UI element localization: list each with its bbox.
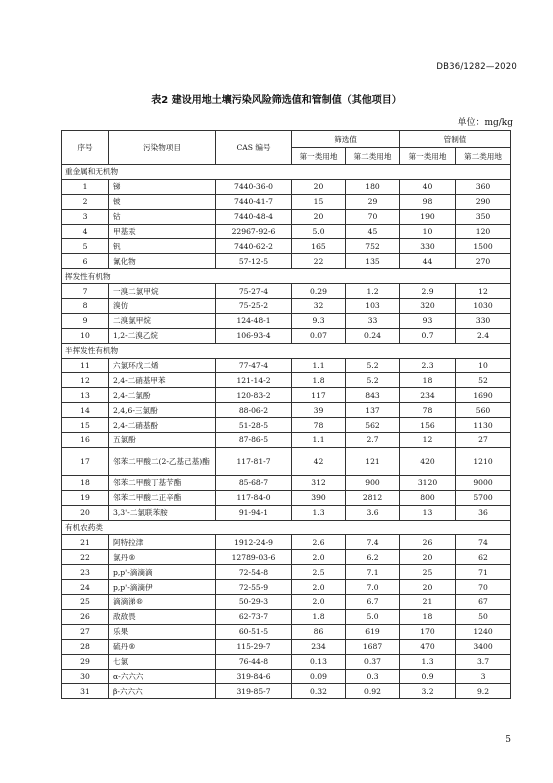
cell-no: 20 [62, 505, 109, 520]
cell-control-land1: 44 [400, 254, 456, 269]
cell-name: 七氯 [109, 654, 216, 669]
cell-control-land1: 10 [400, 224, 456, 239]
cell-control-land2: 52 [456, 373, 511, 388]
cell-cas: 121-14-2 [216, 373, 292, 388]
cell-name: 五氯酚 [109, 433, 216, 448]
table-row [62, 447, 511, 475]
table-row [62, 639, 511, 654]
cell-screening-land2: 70 [346, 209, 400, 224]
table-row [62, 224, 511, 239]
cell-name: 甲基汞 [109, 224, 216, 239]
cell-screening-land1: 1.8 [292, 373, 346, 388]
cell-control-land1: 12 [400, 433, 456, 448]
cell-control-land2: 1500 [456, 239, 511, 254]
table-row [62, 475, 511, 490]
cell-screening-land1: 0.13 [292, 654, 346, 669]
cell-control-land1: 2.3 [400, 358, 456, 373]
cell-name: 钒 [109, 239, 216, 254]
cell-no: 7 [62, 284, 109, 299]
cell-screening-land1: 2.0 [292, 550, 346, 565]
cell-screening-land2: 137 [346, 403, 400, 418]
cell-screening-land2: 1.2 [346, 284, 400, 299]
cell-screening-land1: 1.8 [292, 609, 346, 624]
cell-screening-land2: 619 [346, 624, 400, 639]
cell-control-land2: 2.4 [456, 328, 511, 343]
cell-control-land1: 20 [400, 550, 456, 565]
category-row [62, 165, 511, 180]
table-row [62, 609, 511, 624]
cell-name: 氯丹® [109, 550, 216, 565]
cell-cas: 60-51-5 [216, 624, 292, 639]
cell-control-land1: 800 [400, 490, 456, 505]
cell-control-land2: 67 [456, 595, 511, 610]
table-row [62, 624, 511, 639]
cell-cas: 75-25-2 [216, 299, 292, 314]
cell-no: 13 [62, 388, 109, 403]
cell-screening-land1: 1.3 [292, 505, 346, 520]
table-row [62, 313, 511, 328]
cell-control-land2: 36 [456, 505, 511, 520]
cell-screening-land1: 86 [292, 624, 346, 639]
cell-control-land1: 190 [400, 209, 456, 224]
cell-screening-land1: 0.09 [292, 669, 346, 684]
cell-control-land2: 5700 [456, 490, 511, 505]
cell-no: 16 [62, 433, 109, 448]
table-row [62, 179, 511, 194]
table-row [62, 328, 511, 343]
cell-name: 阿特拉津 [109, 535, 216, 550]
cell-no: 1 [62, 179, 109, 194]
table-row [62, 433, 511, 448]
table-row [62, 595, 511, 610]
cell-no: 17 [62, 447, 109, 475]
cell-screening-land1: 390 [292, 490, 346, 505]
cell-control-land2: 3 [456, 669, 511, 684]
table-row [62, 654, 511, 669]
cell-control-land1: 20 [400, 580, 456, 595]
cell-control-land2: 350 [456, 209, 511, 224]
header-control: 管制值 [400, 131, 511, 148]
cell-cas: 1912-24-9 [216, 535, 292, 550]
cell-name: p,p'-滴滴滴 [109, 565, 216, 580]
cell-cas: 77-47-4 [216, 358, 292, 373]
cell-name: β-六六六 [109, 684, 216, 699]
cell-screening-land1: 20 [292, 179, 346, 194]
table-row [62, 669, 511, 684]
cell-control-land2: 270 [456, 254, 511, 269]
cell-screening-land2: 5.2 [346, 358, 400, 373]
cell-control-land1: 2.9 [400, 284, 456, 299]
table-row [62, 194, 511, 209]
cell-name: 2,4,6-三氯酚 [109, 403, 216, 418]
table-row [62, 565, 511, 580]
cell-control-land2: 12 [456, 284, 511, 299]
cell-name: 二溴氯甲烷 [109, 313, 216, 328]
cell-cas: 62-73-7 [216, 609, 292, 624]
cell-name: 锑 [109, 179, 216, 194]
cell-screening-land2: 2812 [346, 490, 400, 505]
cell-control-land2: 9.2 [456, 684, 511, 699]
cell-screening-land2: 900 [346, 475, 400, 490]
cell-screening-land2: 7.4 [346, 535, 400, 550]
cell-control-land2: 1690 [456, 388, 511, 403]
cell-name: 2,4-二硝基酚 [109, 418, 216, 433]
table-row [62, 418, 511, 433]
cell-control-land2: 120 [456, 224, 511, 239]
cell-control-land2: 360 [456, 179, 511, 194]
cell-screening-land2: 121 [346, 447, 400, 475]
cell-screening-land1: 312 [292, 475, 346, 490]
table-header [62, 131, 511, 165]
cell-name: α-六六六 [109, 669, 216, 684]
cell-no: 23 [62, 565, 109, 580]
cell-screening-land1: 20 [292, 209, 346, 224]
cell-name: 硫丹® [109, 639, 216, 654]
cell-no: 27 [62, 624, 109, 639]
cell-screening-land1: 0.29 [292, 284, 346, 299]
table-row [62, 535, 511, 550]
cell-screening-land2: 6.2 [346, 550, 400, 565]
cell-control-land1: 470 [400, 639, 456, 654]
cell-no: 11 [62, 358, 109, 373]
cell-cas: 57-12-5 [216, 254, 292, 269]
cell-screening-land2: 2.7 [346, 433, 400, 448]
cell-screening-land1: 0.07 [292, 328, 346, 343]
cell-name: 滴滴涕® [109, 595, 216, 610]
cell-name: 邻苯二甲酸丁基苄酯 [109, 475, 216, 490]
cell-no: 18 [62, 475, 109, 490]
cell-control-land1: 420 [400, 447, 456, 475]
cell-screening-land1: 2.5 [292, 565, 346, 580]
cell-control-land1: 18 [400, 373, 456, 388]
cell-control-land2: 3400 [456, 639, 511, 654]
cell-name: 铍 [109, 194, 216, 209]
cell-no: 30 [62, 669, 109, 684]
table-row [62, 580, 511, 595]
cell-name: 邻苯二甲酸二(2-乙基己基)酯 [109, 447, 216, 475]
cell-no: 5 [62, 239, 109, 254]
cell-control-land1: 234 [400, 388, 456, 403]
cell-cas: 85-68-7 [216, 475, 292, 490]
cell-screening-land1: 22 [292, 254, 346, 269]
cell-screening-land1: 117 [292, 388, 346, 403]
standard-code: DB36/1282—2020 [436, 62, 517, 72]
cell-control-land2: 50 [456, 609, 511, 624]
table-row [62, 490, 511, 505]
cell-screening-land2: 5.2 [346, 373, 400, 388]
category-row [62, 269, 511, 284]
cell-screening-land2: 7.1 [346, 565, 400, 580]
cell-name: 钴 [109, 209, 216, 224]
header-screening-land2: 第二类用地 [346, 148, 400, 165]
cell-screening-land1: 1.1 [292, 433, 346, 448]
cell-cas: 87-86-5 [216, 433, 292, 448]
header-control-land2: 第二类用地 [456, 148, 511, 165]
header-cas: CAS 编号 [216, 131, 292, 165]
cell-control-land2: 10 [456, 358, 511, 373]
cell-screening-land2: 29 [346, 194, 400, 209]
header-no: 序号 [62, 131, 109, 165]
cell-no: 31 [62, 684, 109, 699]
cell-control-land1: 25 [400, 565, 456, 580]
cell-screening-land1: 2.0 [292, 595, 346, 610]
cell-name: 一溴二氯甲烷 [109, 284, 216, 299]
category-label: 半挥发性有机物 [62, 343, 511, 358]
cell-screening-land1: 42 [292, 447, 346, 475]
table-row [62, 284, 511, 299]
table-row [62, 403, 511, 418]
cell-control-land1: 40 [400, 179, 456, 194]
cell-name: 2,4-二硝基甲苯 [109, 373, 216, 388]
cell-screening-land2: 7.0 [346, 580, 400, 595]
cell-screening-land2: 0.3 [346, 669, 400, 684]
cell-cas: 7440-41-7 [216, 194, 292, 209]
cell-name: p,p'-滴滴伊 [109, 580, 216, 595]
header-screening-land1: 第一类用地 [292, 148, 346, 165]
unit-label: 单位：mg/kg [457, 118, 513, 128]
cell-no: 26 [62, 609, 109, 624]
cell-cas: 319-84-6 [216, 669, 292, 684]
cell-screening-land1: 0.32 [292, 684, 346, 699]
cell-name: 3,3'-二氯联苯胺 [109, 505, 216, 520]
cell-screening-land2: 752 [346, 239, 400, 254]
cell-screening-land2: 0.24 [346, 328, 400, 343]
cell-cas: 117-84-0 [216, 490, 292, 505]
cell-control-land2: 9000 [456, 475, 511, 490]
cell-control-land2: 74 [456, 535, 511, 550]
cell-control-land2: 1030 [456, 299, 511, 314]
cell-screening-land1: 2.6 [292, 535, 346, 550]
table-row [62, 209, 511, 224]
cell-no: 3 [62, 209, 109, 224]
cell-screening-land2: 1687 [346, 639, 400, 654]
cell-control-land2: 70 [456, 580, 511, 595]
cell-cas: 7440-36-0 [216, 179, 292, 194]
table-row [62, 550, 511, 565]
cell-control-land2: 71 [456, 565, 511, 580]
cell-cas: 50-29-3 [216, 595, 292, 610]
cell-cas: 124-48-1 [216, 313, 292, 328]
cell-control-land1: 21 [400, 595, 456, 610]
cell-screening-land2: 180 [346, 179, 400, 194]
cell-cas: 22967-92-6 [216, 224, 292, 239]
cell-no: 6 [62, 254, 109, 269]
cell-screening-land1: 78 [292, 418, 346, 433]
table-row [62, 388, 511, 403]
category-row [62, 343, 511, 358]
table-row [62, 254, 511, 269]
cell-screening-land2: 0.37 [346, 654, 400, 669]
cell-cas: 91-94-1 [216, 505, 292, 520]
cell-cas: 51-28-5 [216, 418, 292, 433]
cell-control-land1: 26 [400, 535, 456, 550]
category-label: 挥发性有机物 [62, 269, 511, 284]
cell-no: 4 [62, 224, 109, 239]
cell-no: 15 [62, 418, 109, 433]
cell-screening-land2: 135 [346, 254, 400, 269]
cell-screening-land2: 6.7 [346, 595, 400, 610]
cell-control-land1: 98 [400, 194, 456, 209]
cell-no: 10 [62, 328, 109, 343]
cell-name: 邻苯二甲酸二正辛酯 [109, 490, 216, 505]
cell-control-land2: 1240 [456, 624, 511, 639]
cell-no: 9 [62, 313, 109, 328]
cell-cas: 115-29-7 [216, 639, 292, 654]
cell-no: 29 [62, 654, 109, 669]
cell-control-land2: 27 [456, 433, 511, 448]
cell-screening-land2: 45 [346, 224, 400, 239]
cell-screening-land1: 165 [292, 239, 346, 254]
cell-name: 2,4-二氯酚 [109, 388, 216, 403]
cell-cas: 106-93-4 [216, 328, 292, 343]
cell-screening-land1: 9.3 [292, 313, 346, 328]
cell-control-land1: 156 [400, 418, 456, 433]
cell-cas: 75-27-4 [216, 284, 292, 299]
cell-cas: 117-81-7 [216, 447, 292, 475]
cell-no: 19 [62, 490, 109, 505]
category-label: 重金属和无机物 [62, 165, 511, 180]
cell-name: 敌敌畏 [109, 609, 216, 624]
cell-control-land1: 0.7 [400, 328, 456, 343]
cell-cas: 120-83-2 [216, 388, 292, 403]
cell-no: 28 [62, 639, 109, 654]
cell-name: 氰化物 [109, 254, 216, 269]
cell-screening-land2: 0.92 [346, 684, 400, 699]
cell-cas: 12789-03-6 [216, 550, 292, 565]
header-control-land1: 第一类用地 [400, 148, 456, 165]
table-row [62, 358, 511, 373]
cell-control-land1: 13 [400, 505, 456, 520]
category-label: 有机农药类 [62, 520, 511, 535]
table-row [62, 299, 511, 314]
cell-control-land1: 78 [400, 403, 456, 418]
table-title: 表2 建设用地土壤污染风险筛选值和管制值（其他项目） [151, 95, 402, 106]
cell-no: 2 [62, 194, 109, 209]
table-row [62, 239, 511, 254]
cell-no: 12 [62, 373, 109, 388]
cell-control-land2: 1210 [456, 447, 511, 475]
cell-screening-land2: 33 [346, 313, 400, 328]
cell-screening-land1: 234 [292, 639, 346, 654]
cell-control-land1: 93 [400, 313, 456, 328]
cell-no: 25 [62, 595, 109, 610]
cell-screening-land2: 562 [346, 418, 400, 433]
table-row [62, 505, 511, 520]
cell-control-land1: 320 [400, 299, 456, 314]
cell-no: 22 [62, 550, 109, 565]
category-row [62, 520, 511, 535]
cell-cas: 88-06-2 [216, 403, 292, 418]
cell-screening-land1: 39 [292, 403, 346, 418]
cell-no: 21 [62, 535, 109, 550]
cell-control-land1: 170 [400, 624, 456, 639]
cell-control-land1: 330 [400, 239, 456, 254]
cell-cas: 72-54-8 [216, 565, 292, 580]
cell-control-land1: 3.2 [400, 684, 456, 699]
cell-control-land1: 0.9 [400, 669, 456, 684]
table-row [62, 684, 511, 699]
cell-no: 8 [62, 299, 109, 314]
cell-cas: 7440-48-4 [216, 209, 292, 224]
cell-no: 24 [62, 580, 109, 595]
cell-control-land1: 1.3 [400, 654, 456, 669]
table-body [62, 165, 511, 699]
cell-screening-land1: 2.0 [292, 580, 346, 595]
cell-cas: 319-85-7 [216, 684, 292, 699]
cell-control-land1: 18 [400, 609, 456, 624]
cell-screening-land1: 5.0 [292, 224, 346, 239]
cell-screening-land1: 15 [292, 194, 346, 209]
cell-control-land2: 1130 [456, 418, 511, 433]
cell-screening-land1: 32 [292, 299, 346, 314]
cell-control-land2: 62 [456, 550, 511, 565]
table-row [62, 373, 511, 388]
cell-screening-land2: 103 [346, 299, 400, 314]
cell-cas: 7440-62-2 [216, 239, 292, 254]
cell-name: 1,2-二溴乙烷 [109, 328, 216, 343]
cell-control-land2: 330 [456, 313, 511, 328]
header-name: 污染物项目 [109, 131, 216, 165]
cell-control-land1: 3120 [400, 475, 456, 490]
cell-name: 乐果 [109, 624, 216, 639]
cell-screening-land2: 3.6 [346, 505, 400, 520]
cell-name: 六氯环戊二烯 [109, 358, 216, 373]
cell-screening-land2: 5.0 [346, 609, 400, 624]
cell-cas: 72-55-9 [216, 580, 292, 595]
cell-cas: 76-44-8 [216, 654, 292, 669]
page-number: 5 [505, 735, 511, 745]
cell-name: 溴仿 [109, 299, 216, 314]
cell-screening-land2: 843 [346, 388, 400, 403]
cell-no: 14 [62, 403, 109, 418]
cell-control-land2: 560 [456, 403, 511, 418]
cell-screening-land1: 1.1 [292, 358, 346, 373]
header-screening: 筛选值 [292, 131, 400, 148]
pollutant-table [61, 130, 511, 699]
cell-control-land2: 3.7 [456, 654, 511, 669]
cell-control-land2: 290 [456, 194, 511, 209]
